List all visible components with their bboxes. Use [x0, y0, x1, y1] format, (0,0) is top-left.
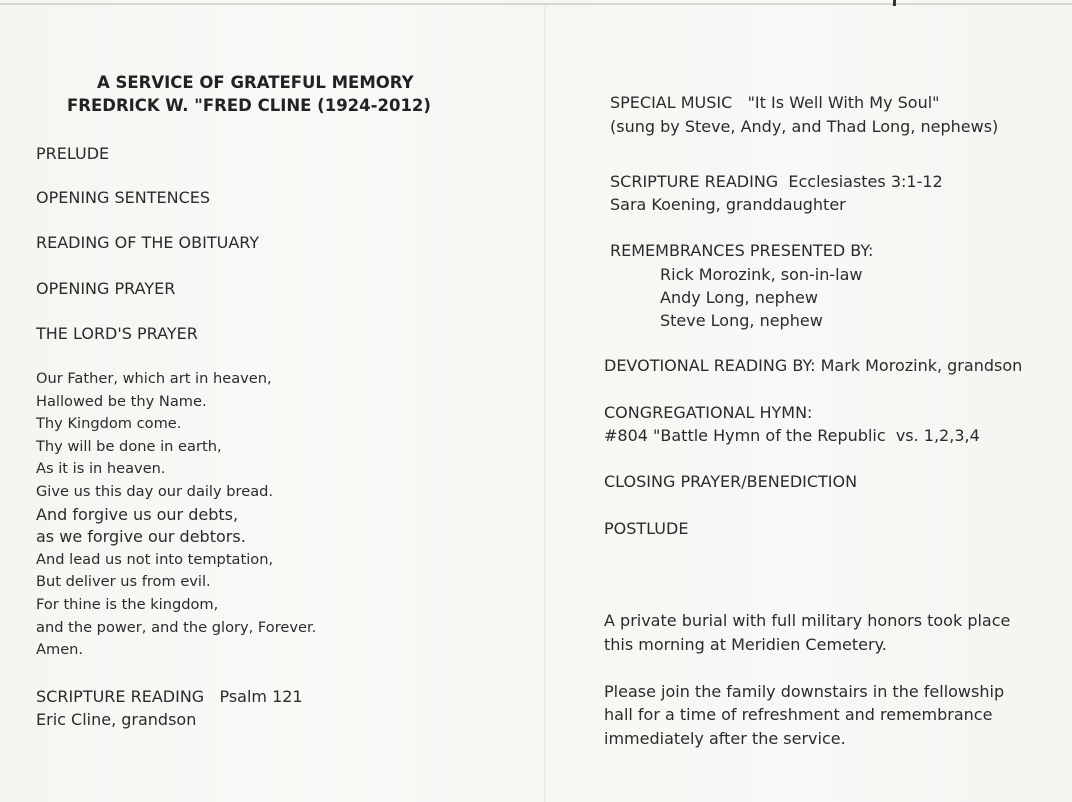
- prayer-line: Hallowed be thy Name.: [36, 392, 207, 410]
- hymn-heading: CONGREGATIONAL HYMN:: [604, 403, 813, 422]
- top-edge-line: [0, 3, 1072, 5]
- prelude-heading: PRELUDE: [36, 144, 110, 163]
- remembrances-heading: REMEMBRANCES PRESENTED BY:: [610, 241, 874, 260]
- scripture-reading-right-heading: SCRIPTURE READING Ecclesiastes 3:1-12: [610, 172, 943, 191]
- page-fold: [544, 6, 546, 802]
- postlude-heading: POSTLUDE: [604, 519, 689, 538]
- lords-prayer-text: [36, 368, 316, 662]
- prayer-line: But deliver us from evil.: [36, 573, 211, 591]
- reception-notice-line-3: immediately after the service.: [604, 729, 846, 748]
- prayer-line: Our Father, which art in heaven,: [36, 370, 272, 387]
- prayer-line: As it is in heaven.: [36, 460, 166, 478]
- opening-prayer-heading: OPENING PRAYER: [36, 279, 176, 298]
- burial-notice-line-1: A private burial with full military honors took place: [604, 611, 1011, 630]
- prayer-line: Give us this day our daily bread.: [36, 482, 274, 500]
- remembrance-item: Rick Morozink, son-in-law: [660, 265, 863, 284]
- devotional-reading: DEVOTIONAL READING BY: Mark Morozink, grandson: [604, 356, 1023, 375]
- prayer-line: Thy Kingdom come.: [36, 415, 182, 433]
- scripture-reading-left-reader: Eric Cline, grandson: [36, 710, 197, 729]
- scripture-reading-right-reader: Sara Koening, granddaughter: [610, 195, 846, 214]
- opening-sentences-heading: OPENING SENTENCES: [36, 188, 211, 207]
- prayer-line: and the power, and the glory, Forever.: [36, 618, 317, 636]
- scripture-reading-left-heading: SCRIPTURE READING Psalm 121: [36, 687, 303, 706]
- prayer-line: Thy will be done in earth,: [36, 437, 222, 455]
- prayer-line: And lead us not into temptation,: [36, 550, 274, 568]
- reception-notice-line-1: Please join the family downstairs in the fellowship: [604, 682, 1005, 701]
- top-edge-mark: [893, 0, 896, 6]
- obituary-heading: READING OF THE OBITUARY: [36, 233, 260, 252]
- reception-notice-line-2: hall for a time of refreshment and remembrance: [604, 705, 993, 724]
- prayer-line: Amen.: [36, 641, 84, 659]
- special-music-singers: (sung by Steve, Andy, and Thad Long, nephews): [610, 117, 999, 136]
- hymn-title: #804 "Battle Hymn of the Republic vs. 1,2,3,4: [604, 426, 980, 445]
- closing-prayer-heading: CLOSING PRAYER/BENEDICTION: [604, 472, 858, 491]
- remembrance-item: Andy Long, nephew: [660, 288, 818, 307]
- special-music-heading: SPECIAL MUSIC "It Is Well With My Soul": [610, 93, 940, 112]
- prayer-line: For thine is the kingdom,: [36, 595, 219, 613]
- prayer-line: And forgive us our debts,: [36, 504, 239, 524]
- title-line-2: FREDRICK W. "FRED CLINE (1924-2012): [67, 96, 431, 115]
- remembrance-item: Steve Long, nephew: [660, 311, 823, 330]
- prayer-line: as we forgive our debtors.: [36, 527, 246, 547]
- burial-notice-line-2: this morning at Meridien Cemetery.: [604, 635, 887, 654]
- title-line-1: A SERVICE OF GRATEFUL MEMORY: [97, 73, 414, 92]
- lords-prayer-heading: THE LORD'S PRAYER: [36, 324, 198, 343]
